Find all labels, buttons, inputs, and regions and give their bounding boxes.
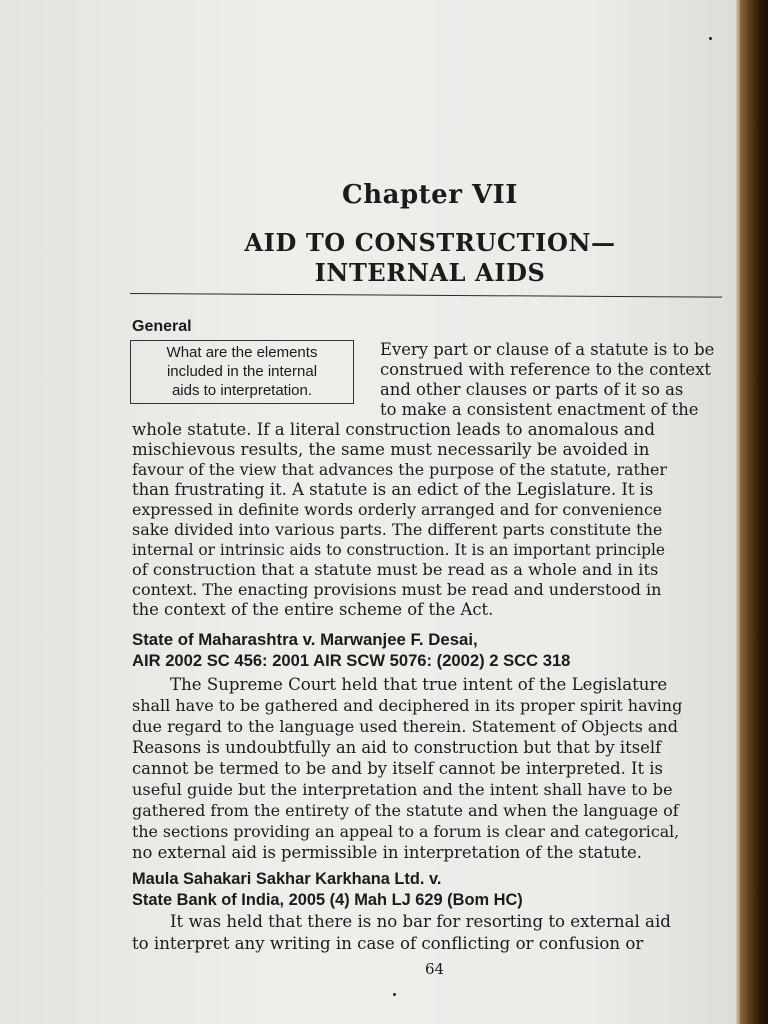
case-citation-reference: State Bank of India, 2005 (4) Mah LJ 629 (Bom HC) [132,891,523,909]
text-line: Reasons is undoubtfully an aid to construction but that by itself [132,738,662,757]
case-citation-reference: AIR 2002 SC 456: 2001 AIR SCW 5076: (2002) 2 SCC 318 [132,651,571,670]
case-citation-title: State of Maharashtra v. Marwanjee F. Desai, [132,630,478,649]
speck [393,993,396,996]
speck [709,37,712,40]
text-line: It was held that there is no bar for resorting to external aid [170,912,671,931]
text-line: cannot be termed to be and by itself cannot be interpreted. It is [132,759,663,778]
case-citation-title: Maula Sahakari Sakhar Karkhana Ltd. v. [132,870,442,888]
text-line: no external aid is permissible in interpretation of the statute. [132,843,642,862]
chapter-title-line-2: INTERNAL AIDS [314,258,546,287]
book-spine [740,0,768,1024]
text-line: shall have to be gathered and deciphered in its proper spirit having [132,696,683,715]
text-line: The Supreme Court held that true intent of the Legislature [170,675,668,694]
page-number: 64 [425,960,445,978]
margin-question-line: What are the elements [166,344,318,361]
text-line: of construction that a statute must be read as a whole and in its [132,560,659,579]
text-line: and other clauses or parts of it so as [380,380,684,399]
text-line: Every part or clause of a statute is to be [380,340,715,359]
text-line: to make a consistent enactment of the [380,400,699,419]
text-line: favour of the view that advances the purpose of the statute, rather [132,460,667,479]
text-line: internal or intrinsic aids to construction. It is an important principle [132,541,666,559]
text-line: to interpret any writing in case of conflicting or confusion or [132,934,644,953]
text-line: mischievous results, the same must necessarily be avoided in [132,440,650,459]
margin-question-box [130,340,354,404]
chapter-number: Chapter VII [342,180,518,210]
text-line: construed with reference to the context [380,360,711,379]
text-line: than frustrating it. A statute is an edict of the Legislature. It is [132,480,654,499]
margin-question-line: included in the internal [166,363,318,380]
text-line: useful guide but the interpretation and the intent shall have to be [132,780,673,799]
text-line: expressed in definite words orderly arranged and for convenience [132,500,663,519]
text-line: sake divided into various parts. The different parts constitute the [132,520,663,539]
text-line: the sections providing an appeal to a forum is clear and categorical, [132,822,680,841]
chapter-title-line-1: AID TO CONSTRUCTION— [244,228,616,257]
text-line: the context of the entire scheme of the Act. [132,600,494,619]
margin-question-line: aids to interpretation. [171,382,313,399]
text-line: due regard to the language used therein. Statement of Objects and [132,717,678,736]
text-line: whole statute. If a literal construction leads to anomalous and [132,420,655,439]
text-line: gathered from the entirety of the statute and when the language of [132,801,679,820]
section-heading: General [132,318,192,335]
text-line: context. The enacting provisions must be read and understood in [132,580,662,599]
